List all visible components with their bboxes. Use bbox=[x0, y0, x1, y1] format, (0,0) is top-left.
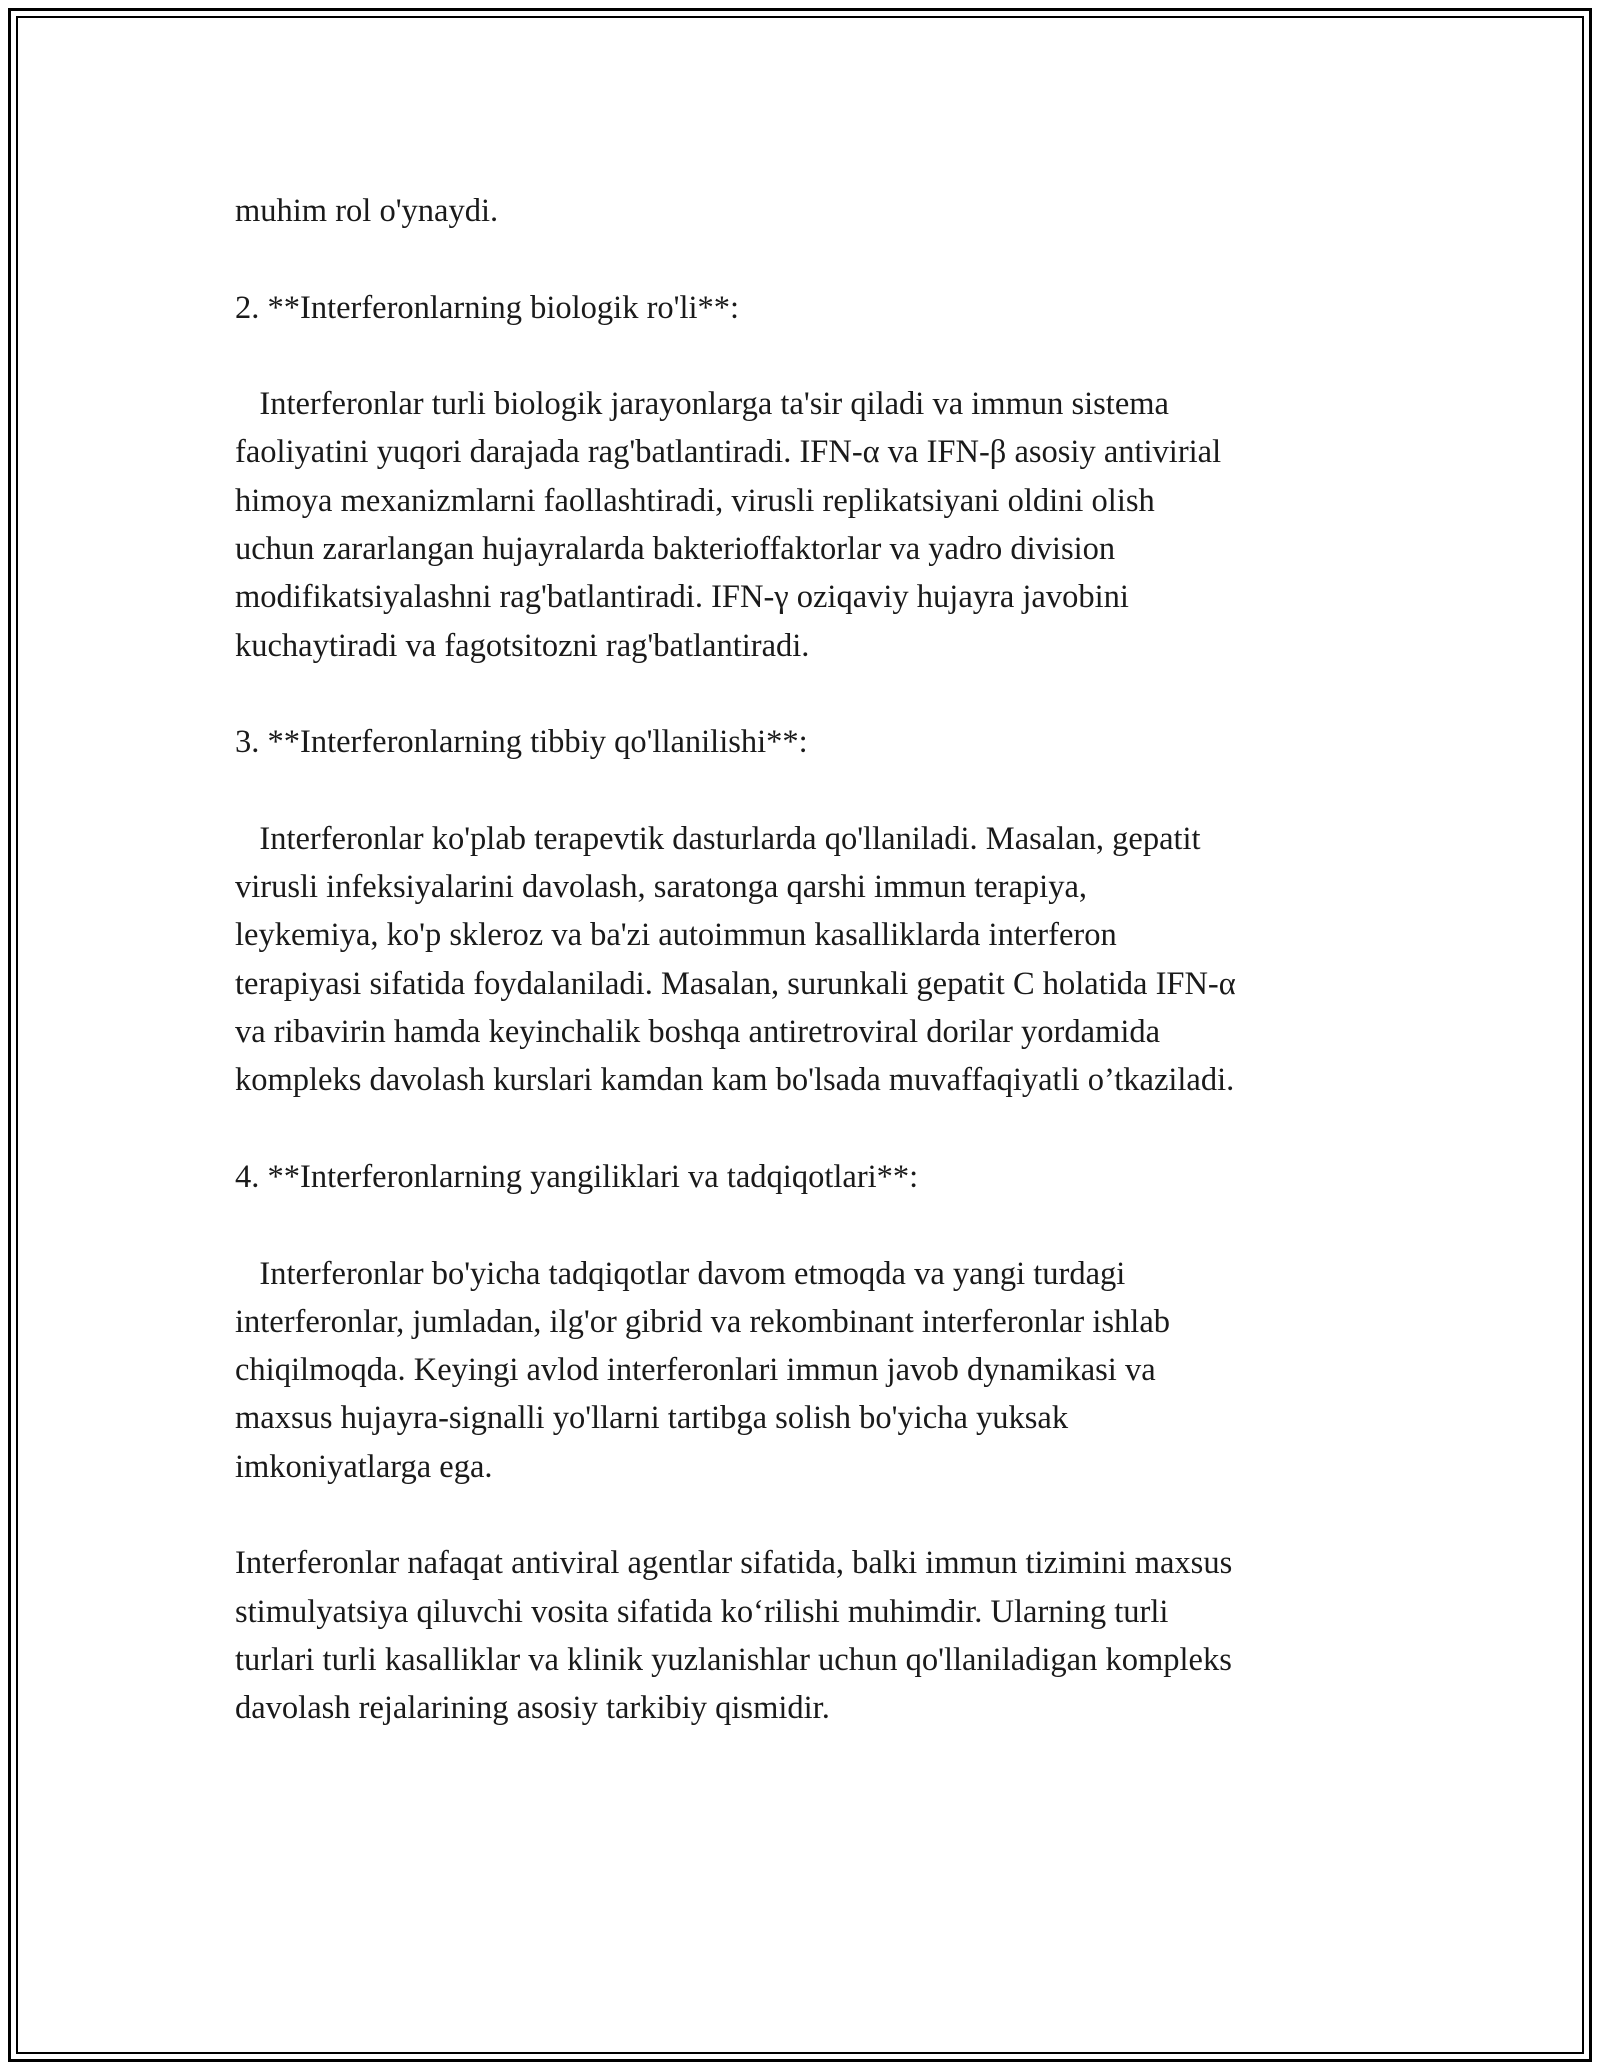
section-heading-research: 4. **Interferonlarning yangiliklari va tadqiqotlari**: bbox=[235, 1158, 919, 1195]
paragraph-research: Interferonlar bo'yicha tadqiqotlar davom etmoqda va yangi turdagi interferonlar, jumladan, ilg'or gibrid va rekombinant interferonlar ishlab chiqilmoqda. Keyingi avlod interferonlari immun javob dynamikasi va maxsus hujayra-signalli yo'llarni tartibga solish bo'yicha yuksak imkoniyatlarga ega. bbox=[235, 1255, 1171, 1485]
document-body bbox=[235, 187, 1375, 1733]
paragraph-continuation: muhim rol o'ynaydi. bbox=[235, 193, 499, 229]
section-heading-medical-use: 3. **Interferonlarning tibbiy qo'llanilishi**: bbox=[235, 724, 808, 761]
section-heading-biological-role: 2. **Interferonlarning biologik ro'li**: bbox=[235, 289, 740, 326]
paragraph-biological-role: Interferonlar turli biologik jarayonlarga ta'sir qiladi va immun sistema faoliyatini yuqori darajada rag'batlantiradi. IFN-α va IFN-β asosiy antivirial himoya mexanizmlarni faollashtiradi, virusli replikatsiyani oldini olish uchun zararlangan hujayralarda bakterioffaktorlar va yadro division modifikatsiyalashni rag'batlantiradi. IFN-γ oziqaviy hujayra javobini kuchaytiradi va fagotsitozni rag'batlantiradi. bbox=[235, 386, 1222, 664]
paragraph-medical-use: Interferonlar ko'plab terapevtik dasturlarda qo'llaniladi. Masalan, gepatit virusli infeksiyalarini davolash, saratonga qarshi immun terapiya, leykemiya, ko'p skleroz va ba'zi autoimmun kasalliklarda interferon terapiyasi sifatida foydalaniladi. Masalan, surunkali gepatit C holatida IFN-α va ribavirin hamda keyinchalik boshqa antiretroviral dorilar yordamida kompleks davolash kurslari kamdan kam bo'lsada muvaffaqiyatli o’tkaziladi. bbox=[235, 820, 1236, 1099]
paragraph-conclusion: Interferonlar nafaqat antiviral agentlar sifatida, balki immun tizimini maxsus stimulyatsiya qiluvchi vosita sifatida ko‘rilishi muhimdir. Ularning turli turlari turli kasalliklar va klinik yuzlanishlar uchun qo'llaniladigan kompleks davolash rejalarining asosiy tarkibiy qismidir. bbox=[235, 1545, 1233, 1727]
